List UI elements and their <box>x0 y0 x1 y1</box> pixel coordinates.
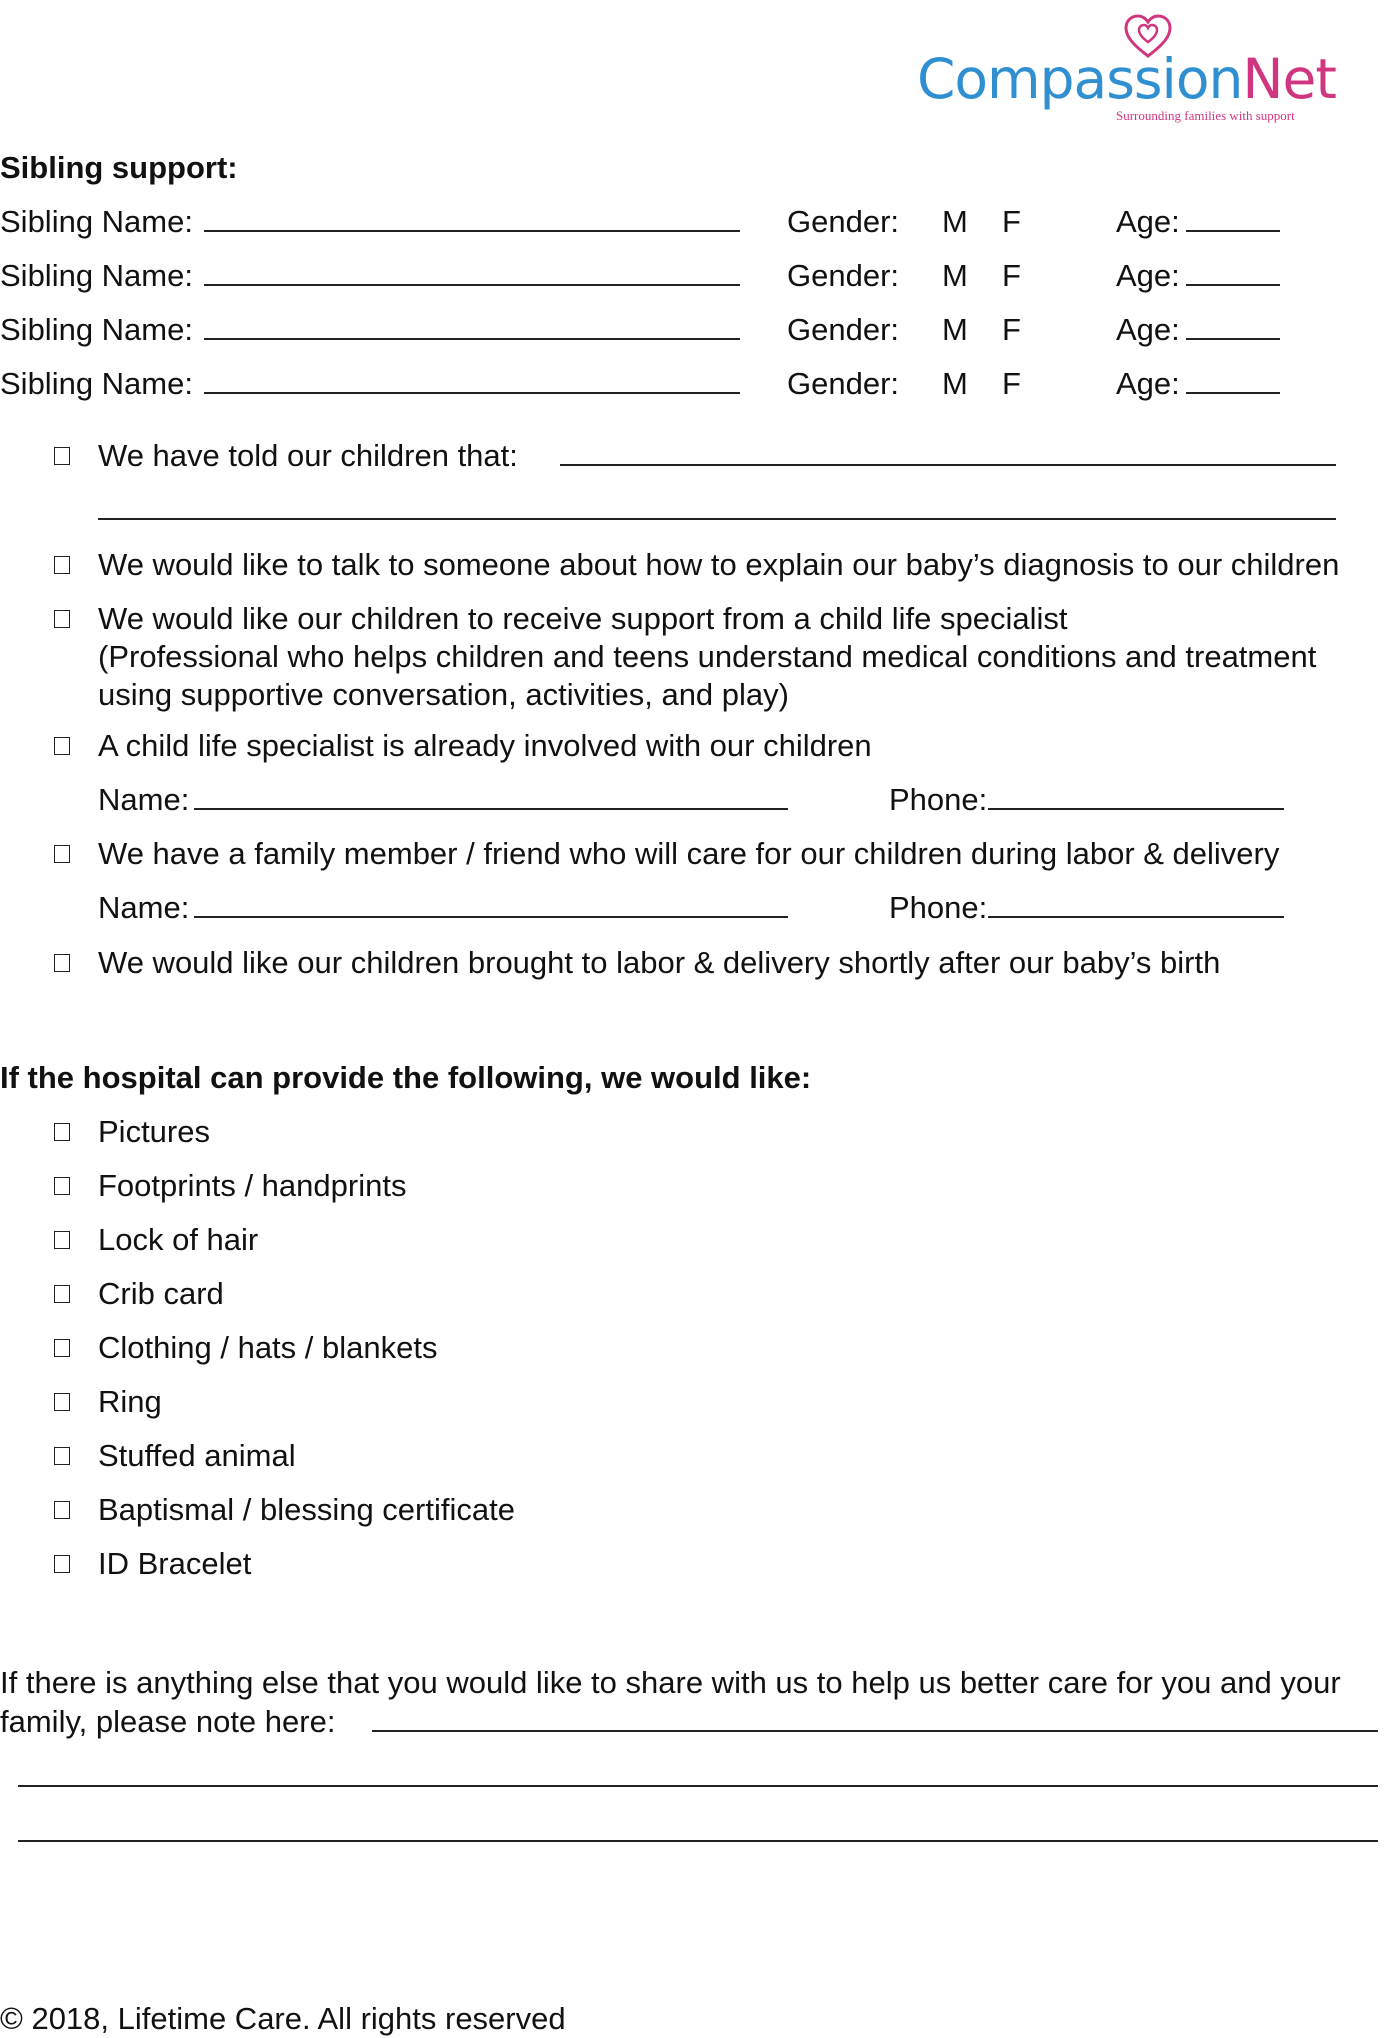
gender-male-option[interactable]: M <box>942 204 968 239</box>
gender-label: Gender: <box>787 366 900 401</box>
copyright-footer: © 2018, Lifetime Care. All rights reserved <box>0 2001 566 2036</box>
gender-label: Gender: <box>787 258 900 293</box>
age-label: Age: <box>1116 258 1180 293</box>
specialist-involved-checkbox[interactable] <box>54 737 70 755</box>
notes-field-line-3[interactable] <box>18 1840 1378 1842</box>
compassionnet-logo <box>917 8 1336 123</box>
keepsake-checkbox[interactable] <box>54 1447 70 1465</box>
sibling-name-field[interactable] <box>204 230 740 232</box>
caregiver-phone-label: Phone: <box>889 890 988 925</box>
keepsake-label: Crib card <box>98 1276 224 1311</box>
gender-female-option[interactable]: F <box>1002 258 1021 293</box>
caregiver-phone-field[interactable] <box>988 916 1284 918</box>
talk-someone-label: We would like to talk to someone about how to explain our baby’s diagnosis to our children <box>98 547 1340 582</box>
keepsake-checkbox[interactable] <box>54 1339 70 1357</box>
child-life-support-description-continued: using supportive conversation, activities, and play) <box>98 677 789 712</box>
age-field[interactable] <box>1186 338 1280 340</box>
family-caregiver-label: We have a family member / friend who will care for our children during labor & delivery <box>98 836 1280 871</box>
specialist-phone-field[interactable] <box>988 808 1284 810</box>
gender-female-option[interactable]: F <box>1002 366 1021 401</box>
told-children-label: We have told our children that: <box>98 438 518 473</box>
sibling-name-field[interactable] <box>204 338 740 340</box>
keepsake-label: Ring <box>98 1384 162 1419</box>
child-life-support-description: (Professional who helps children and teens understand medical conditions and treatment <box>98 639 1317 674</box>
sibling-name-label: Sibling Name: <box>0 258 193 293</box>
family-caregiver-checkbox[interactable] <box>54 845 70 863</box>
gender-female-option[interactable]: F <box>1002 204 1021 239</box>
told-children-field[interactable] <box>560 464 1336 466</box>
specialist-phone-label: Phone: <box>889 782 988 817</box>
keepsake-label: Clothing / hats / blankets <box>98 1330 438 1365</box>
logo-tagline: Surrounding families with support <box>1116 108 1295 123</box>
keepsake-checkbox[interactable] <box>54 1393 70 1411</box>
keepsake-label: ID Bracelet <box>98 1546 252 1581</box>
keepsake-checkbox[interactable] <box>54 1177 70 1195</box>
keepsake-label: Pictures <box>98 1114 210 1149</box>
age-label: Age: <box>1116 204 1180 239</box>
caregiver-name-label: Name: <box>98 890 190 925</box>
talk-someone-checkbox[interactable] <box>54 556 70 574</box>
sibling-name-field[interactable] <box>204 284 740 286</box>
logo-brand-part1: Compassion <box>917 47 1243 111</box>
hospital-section-heading: If the hospital can provide the following, we would like: <box>0 1060 812 1095</box>
gender-male-option[interactable]: M <box>942 258 968 293</box>
sibling-name-label: Sibling Name: <box>0 312 193 347</box>
specialist-name-field[interactable] <box>194 808 788 810</box>
keepsake-label: Stuffed animal <box>98 1438 296 1473</box>
gender-male-option[interactable]: M <box>942 366 968 401</box>
sibling-name-label: Sibling Name: <box>0 204 193 239</box>
notes-field-line-2[interactable] <box>18 1785 1378 1787</box>
keepsake-label: Footprints / handprints <box>98 1168 407 1203</box>
notes-prompt-continued: family, please note here: <box>0 1704 336 1739</box>
caregiver-name-field[interactable] <box>194 916 788 918</box>
specialist-name-label: Name: <box>98 782 190 817</box>
logo-wordmark <box>917 47 1336 111</box>
gender-label: Gender: <box>787 312 900 347</box>
children-brought-label: We would like our children brought to labor & delivery shortly after our baby’s birth <box>98 945 1221 980</box>
keepsake-checkbox[interactable] <box>54 1501 70 1519</box>
told-children-checkbox[interactable] <box>54 447 70 465</box>
sibling-support-heading: Sibling support: <box>0 150 238 185</box>
logo-brand-part2: Net <box>1242 47 1336 111</box>
keepsake-checkbox[interactable] <box>54 1285 70 1303</box>
notes-prompt: If there is anything else that you would like to share with us to help us better care for you and your <box>0 1665 1341 1700</box>
keepsake-checkbox[interactable] <box>54 1123 70 1141</box>
age-label: Age: <box>1116 312 1180 347</box>
age-label: Age: <box>1116 366 1180 401</box>
age-field[interactable] <box>1186 230 1280 232</box>
gender-male-option[interactable]: M <box>942 312 968 347</box>
keepsake-checkbox[interactable] <box>54 1231 70 1249</box>
age-field[interactable] <box>1186 392 1280 394</box>
child-life-support-label: We would like our children to receive support from a child life specialist <box>98 601 1068 636</box>
keepsake-label: Lock of hair <box>98 1222 259 1257</box>
children-brought-checkbox[interactable] <box>54 954 70 972</box>
sibling-name-field[interactable] <box>204 392 740 394</box>
keepsake-label: Baptismal / blessing certificate <box>98 1492 515 1527</box>
gender-female-option[interactable]: F <box>1002 312 1021 347</box>
keepsake-checkbox[interactable] <box>54 1555 70 1573</box>
gender-label: Gender: <box>787 204 900 239</box>
sibling-name-label: Sibling Name: <box>0 366 193 401</box>
notes-field[interactable] <box>372 1730 1378 1732</box>
specialist-involved-label: A child life specialist is already involved with our children <box>98 728 872 763</box>
told-children-field-continued[interactable] <box>98 518 1336 520</box>
child-life-support-checkbox[interactable] <box>54 610 70 628</box>
age-field[interactable] <box>1186 284 1280 286</box>
